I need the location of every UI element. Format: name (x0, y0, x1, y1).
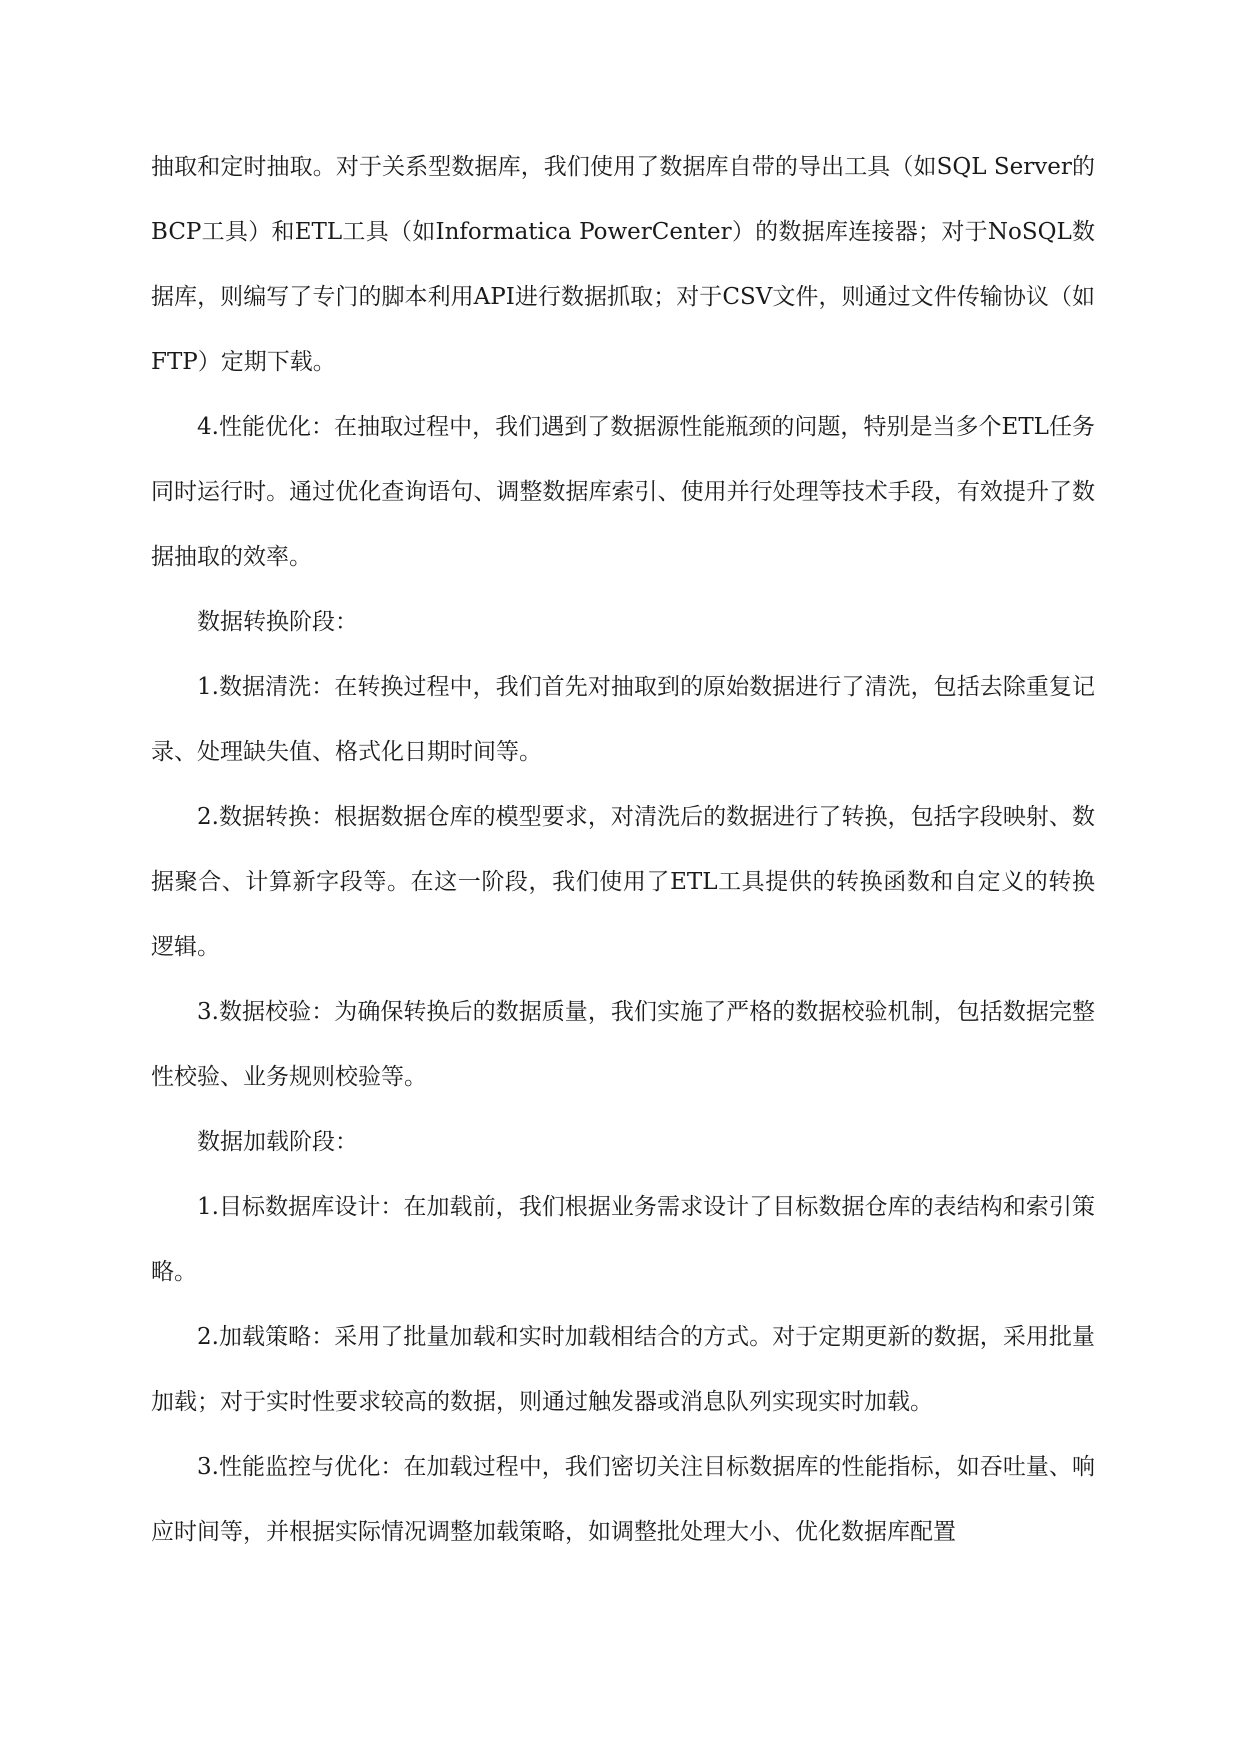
section-heading-transformation: 数据转换阶段： (197, 609, 358, 635)
paragraph-loading-strategy: 2.加载策略：采用了批量加载和实时加载相结合的方式。对于定期更新的数据，采用批量加载；对于实时性要求较高的数据，则通过触发器或消息队列实现实时加载。 (151, 1324, 1095, 1415)
paragraph-data-cleaning: 1.数据清洗：在转换过程中，我们首先对抽取到的原始数据进行了清洗，包括去除重复记录、处理缺失值、格式化日期时间等。 (151, 674, 1095, 765)
section-heading-loading: 数据加载阶段： (197, 1129, 358, 1155)
paragraph-target-db-design: 1.目标数据库设计：在加载前，我们根据业务需求设计了目标数据仓库的表结构和索引策略。 (151, 1194, 1095, 1285)
paragraph-data-validation: 3.数据校验：为确保转换后的数据质量，我们实施了严格的数据校验机制，包括数据完整性校验、业务规则校验等。 (151, 999, 1095, 1090)
paragraph-data-transformation: 2.数据转换：根据数据仓库的模型要求，对清洗后的数据进行了转换，包括字段映射、数据聚合、计算新字段等。在这一阶段，我们使用了ETL工具提供的转换函数和自定义的转换逻辑。 (151, 804, 1095, 960)
paragraph-extraction-methods: 抽取和定时抽取。对于关系型数据库，我们使用了数据库自带的导出工具（如SQL Server的BCP工具）和ETL工具（如Informatica PowerCenter）的数据库连接器；对于NoSQL数据库，则编写了专门的脚本利用API进行数据抓取；对于CSV文件，则通过文件传输协议（如FTP）定期下载。 (151, 154, 1095, 375)
paragraph-performance-monitoring: 3.性能监控与优化：在加载过程中，我们密切关注目标数据库的性能指标，如吞吐量、响应时间等，并根据实际情况调整加载策略，如调整批处理大小、优化数据库配置 (151, 1454, 1095, 1545)
document-body (151, 135, 1095, 1565)
paragraph-performance-optimization: 4.性能优化：在抽取过程中，我们遇到了数据源性能瓶颈的问题，特别是当多个ETL任务同时运行时。通过优化查询语句、调整数据库索引、使用并行处理等技术手段，有效提升了数据抽取的效率。 (151, 414, 1095, 570)
